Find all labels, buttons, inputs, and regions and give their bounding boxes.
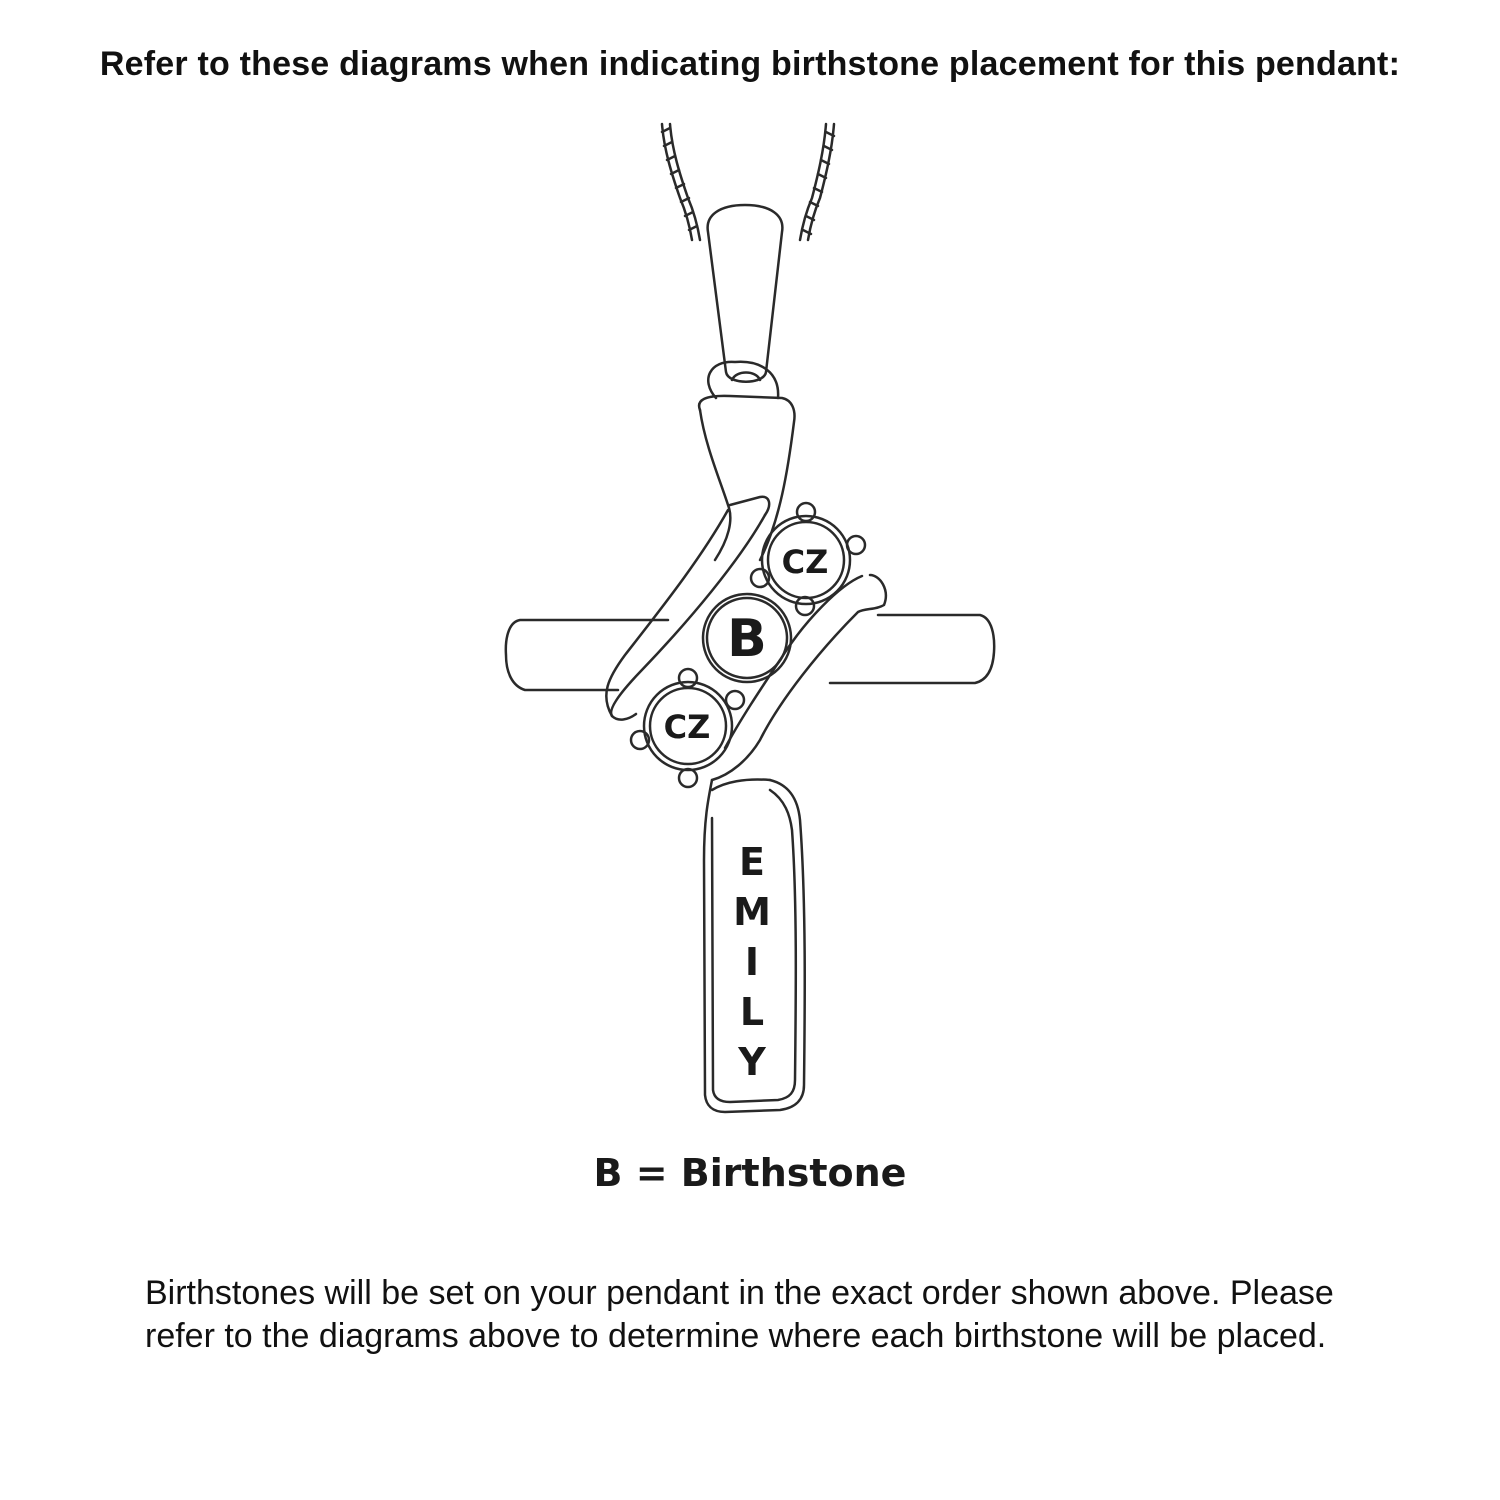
chain — [662, 124, 834, 240]
prong-icon — [726, 691, 744, 709]
prong-icon — [847, 536, 865, 554]
prong-icon — [679, 769, 697, 787]
birthstone-legend: B = Birthstone — [593, 1151, 907, 1195]
page-heading: Refer to these diagrams when indicating birthstone placement for this pendant: — [99, 45, 1401, 83]
prong-icon — [796, 597, 814, 615]
stone-center-label: B — [727, 609, 767, 669]
stone-lower-label: CZ — [663, 708, 711, 746]
engraving-letter: M — [733, 890, 771, 934]
prong-icon — [797, 503, 815, 521]
stone-upper-label: CZ — [781, 543, 829, 581]
bail — [708, 205, 783, 398]
engraving-letter: I — [744, 940, 760, 984]
cross-right-arm — [830, 615, 994, 683]
placement-note: Birthstones will be set on your pendant in the exact order shown above. Please refer to the diagrams above to determine where each birthstone will be placed. — [145, 1274, 1334, 1355]
prong-icon — [679, 669, 697, 687]
engraving-letter: E — [739, 840, 765, 884]
engraving-letter: L — [739, 990, 765, 1034]
engraving-letter: Y — [738, 1040, 766, 1084]
